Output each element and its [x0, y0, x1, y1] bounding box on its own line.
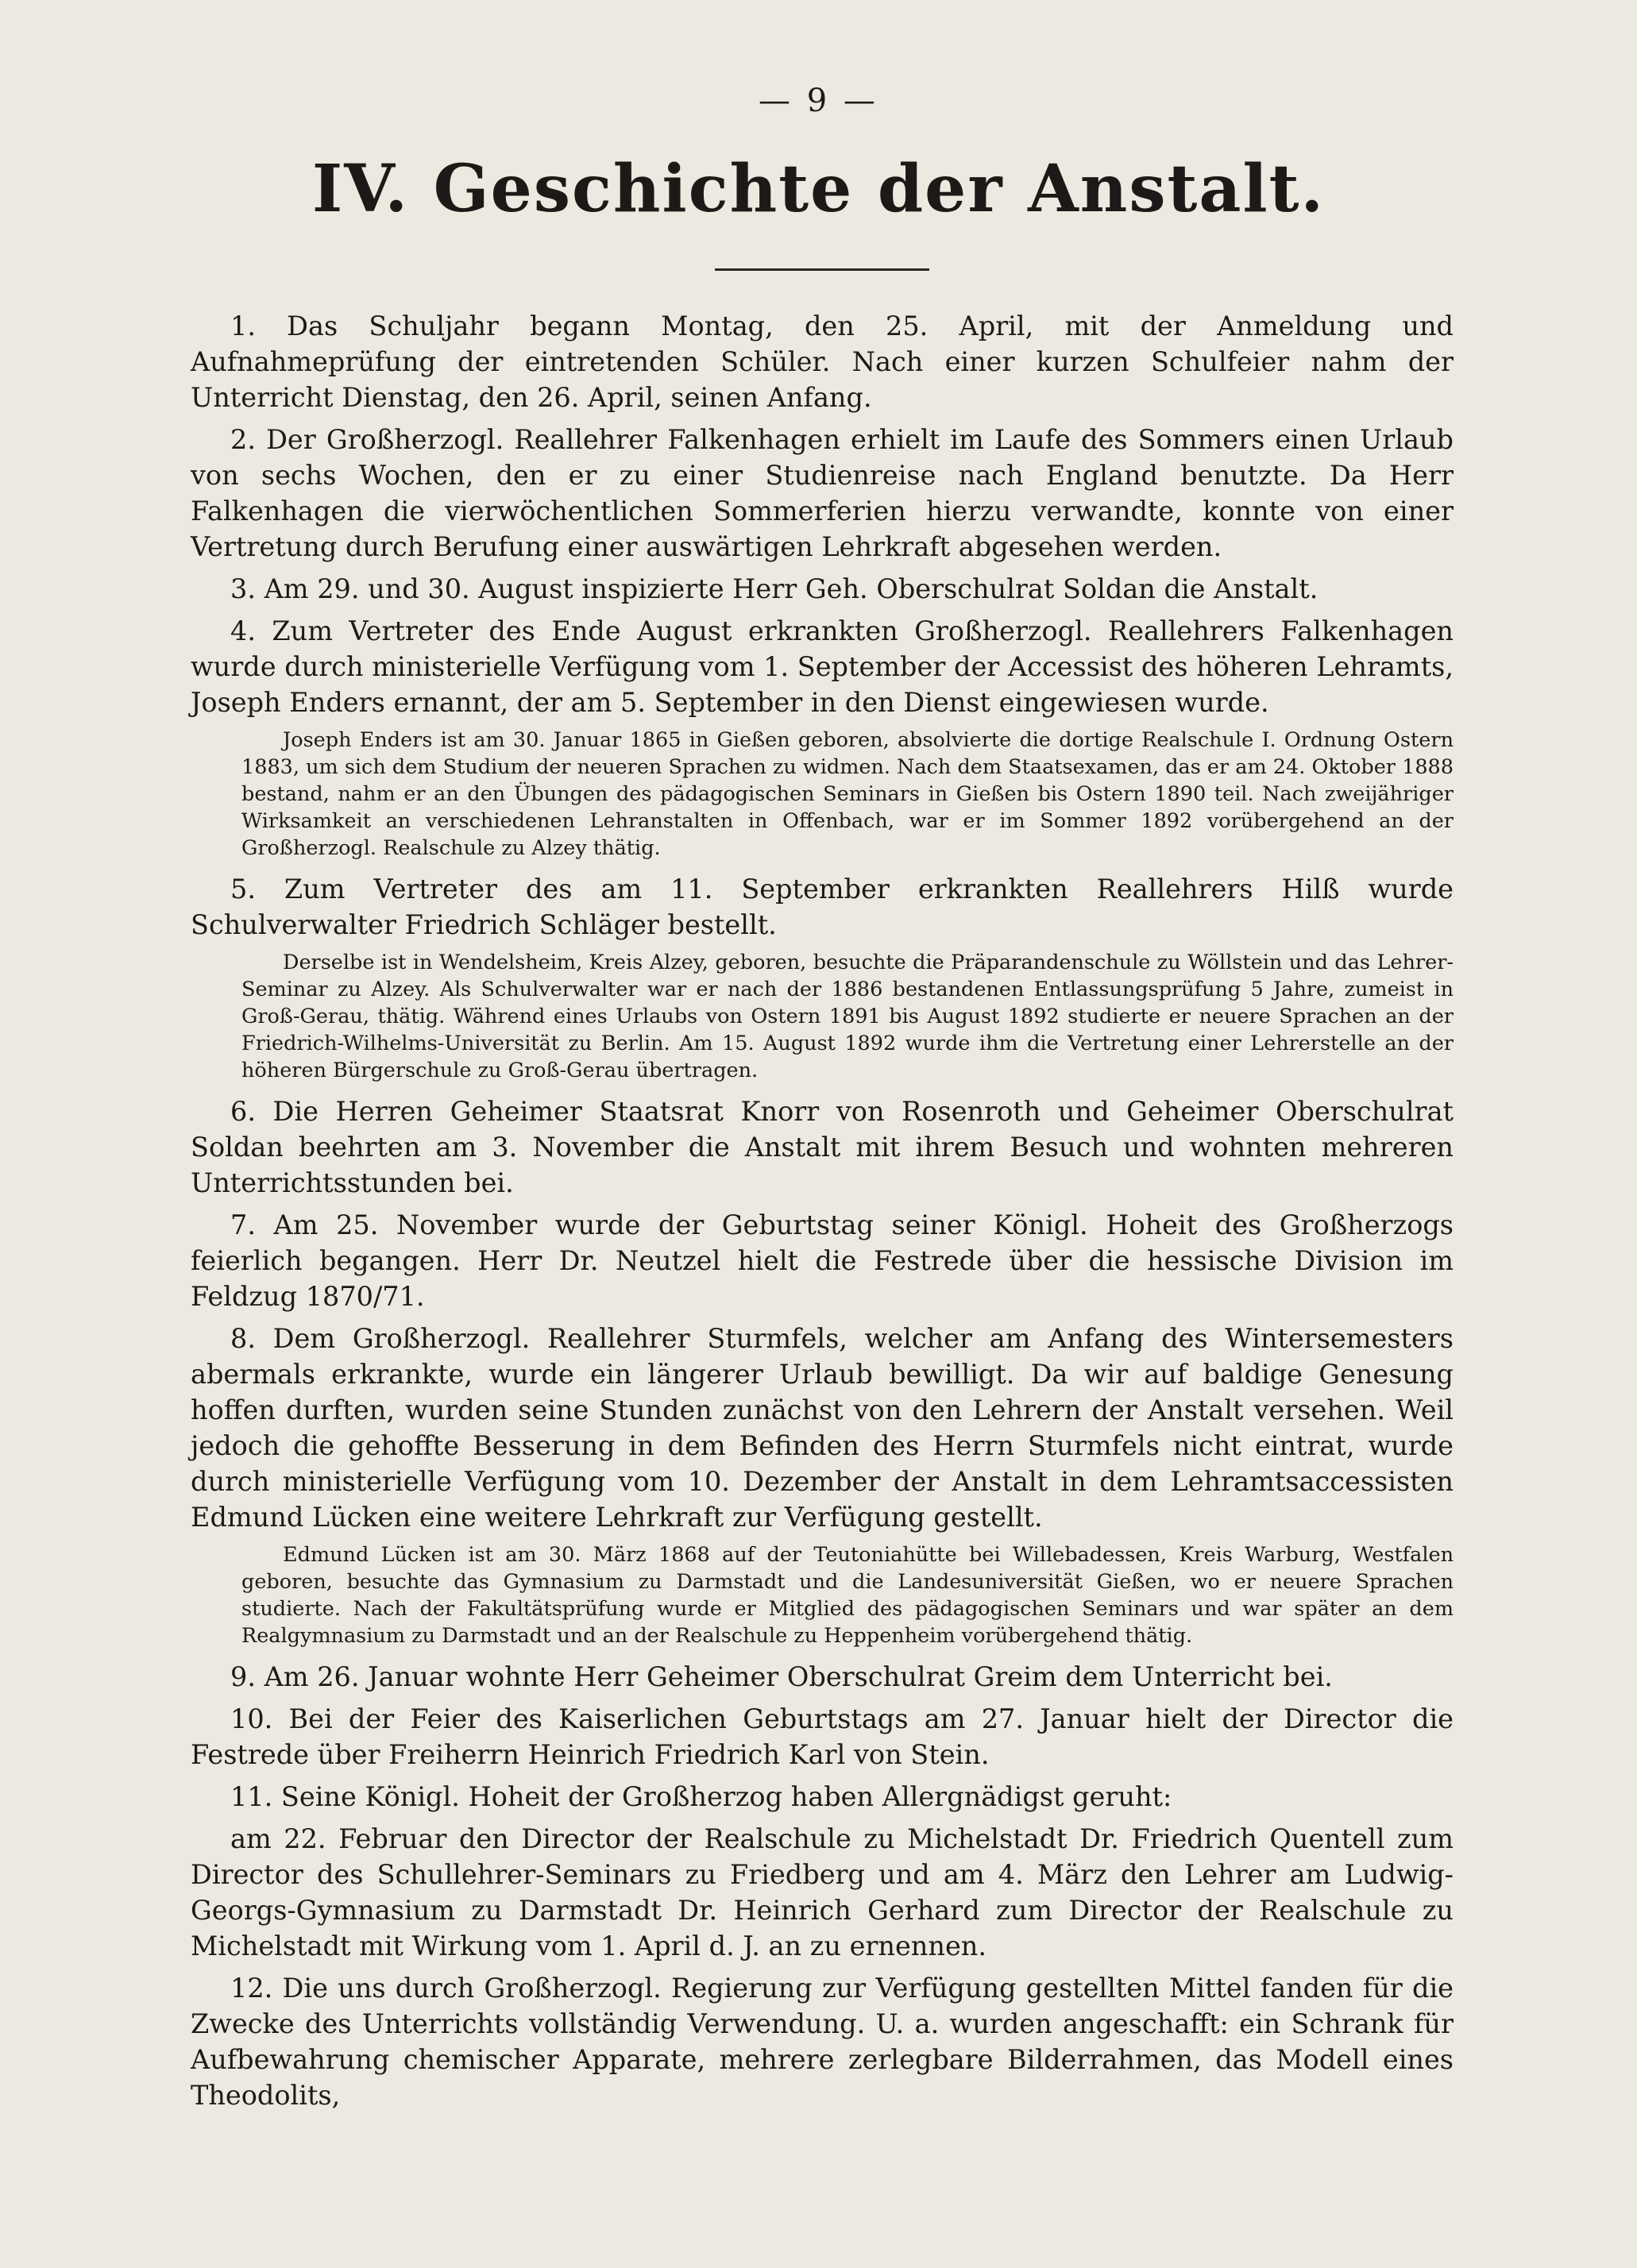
numbered-paragraph: 10. Bei der Feier des Kaiserlichen Geburtstags am 27. Januar hielt der Director die Festrede über Freiherrn Heinrich Friedrich Karl von Stein. — [191, 1703, 1454, 1770]
numbered-paragraph: 3. Am 29. und 30. August inspizierte Herr Geh. Oberschulrat Soldan die Anstalt. — [230, 573, 1318, 604]
numbered-paragraph: am 22. Februar den Director der Realschule zu Michelstadt Dr. Friedrich Quentell zum Director des Schullehrer-Seminars zu Friedberg und am 4. März den Lehrer am Ludwig-Georgs-Gymnasium zu Darmstadt Dr. Heinrich Gerhard zum Director der Realschule zu Michelstadt mit Wirkung vom 1. April d. J. an zu ernennen. — [191, 1823, 1454, 1961]
numbered-paragraph: 5. Zum Vertreter des am 11. September erkrankten Reallehrers Hilß wurde Schulverwalter Friedrich Schläger bestellt. — [191, 874, 1454, 940]
numbered-paragraph: 1. Das Schuljahr begann Montag, den 25. April, mit der Anmeldung und Aufnahmeprüfung der eintretenden Schüler. Nach einer kurzen Schulfeier nahm der Unterricht Dienstag, den 26. April, seinen Anfang. — [191, 310, 1454, 413]
footnote-paragraph: Joseph Enders ist am 30. Januar 1865 in Gießen geboren, absolvierte die dortige Realschule I. Ordnung Ostern 1883, um sich dem Studium der neueren Sprachen zu widmen. Nach dem Staatsexamen, das er am 24. Oktober 1888 bestand, nahm er an den Übungen des pädagogischen Seminars in Gießen bis Ostern 1890 teil. Nach zweijähriger Wirksamkeit an verschiedenen Lehranstalten in Offenbach, war er im Sommer 1892 vorübergehend an der Großherzogl. Realschule zu Alzey thätig. — [241, 728, 1454, 860]
numbered-paragraph: 2. Der Großherzogl. Reallehrer Falkenhagen erhielt im Laufe des Sommers einen Urlaub von sechs Wochen, den er zu einer Studienreise nach England benutzte. Da Herr Falkenhagen die vierwöchentlichen Sommerferien hierzu verwandte, konnte von einer Vertretung durch Berufung einer auswärtigen Lehrkraft abgesehen werden. — [191, 424, 1454, 562]
section-heading: IV. Geschichte der Anstalt. — [311, 151, 1326, 227]
heading-divider — [715, 268, 929, 271]
numbered-paragraph: 6. Die Herren Geheimer Staatsrat Knorr von Rosenroth und Geheimer Oberschulrat Soldan beehrten am 3. November die Anstalt mit ihrem Besuch und wohnten mehreren Unterrichtsstunden bei. — [191, 1096, 1454, 1198]
footnote-paragraph: Derselbe ist in Wendelsheim, Kreis Alzey, geboren, besuchte die Präparandenschule zu Wöllstein und das Lehrer-Seminar zu Alzey. Als Schulverwalter war er nach der 1886 bestandenen Entlassungsprüfung 5 Jahre, zumeist in Groß-Gerau, thätig. Während eines Urlaubs von Ostern 1891 bis August 1892 studierte er neuere Sprachen an der Friedrich-Wilhelms-Universität zu Berlin. Am 15. August 1892 wurde ihm die Vertretung einer Lehrerstelle an der höheren Bürgerschule zu Groß-Gerau übertragen. — [241, 951, 1454, 1082]
numbered-paragraph: 12. Die uns durch Großherzogl. Regierung zur Verfügung gestellten Mittel fanden für die Zwecke des Unterrichts vollständig Verwendung. U. a. wurden angeschafft: ein Schrank für Aufbewahrung chemischer Apparate, mehrere zerlegbare Bilderrahmen, das Modell eines Theodolits, — [191, 1973, 1454, 2111]
footnote-paragraph: Edmund Lücken ist am 30. März 1868 auf der Teutoniahütte bei Willebadessen, Kreis Warburg, Westfalen geboren, besuchte das Gymnasium zu Darmstadt und die Landesuniversität Gießen, wo er neuere Sprachen studierte. Nach der Fakultätsprüfung wurde er Mitglied des pädagogischen Seminars und war später an dem Realgymnasium zu Darmstadt und an der Realschule zu Heppenheim vorübergehend thätig. — [241, 1543, 1454, 1648]
numbered-paragraph: 7. Am 25. November wurde der Geburtstag seiner Königl. Hoheit des Großherzogs feierlich begangen. Herr Dr. Neutzel hielt die Festrede über die hessische Division im Feldzug 1870/71. — [191, 1209, 1454, 1312]
numbered-paragraph: 4. Zum Vertreter des Ende August erkrankten Großherzogl. Reallehrers Falkenhagen wurde durch ministerielle Verfügung vom 1. September der Accessist des höheren Lehramts, Joseph Enders ernannt, der am 5. September in den Dienst eingewiesen wurde. — [191, 615, 1454, 718]
numbered-paragraph: 8. Dem Großherzogl. Reallehrer Sturmfels, welcher am Anfang des Wintersemesters abermals erkrankte, wurde ein längerer Urlaub bewilligt. Da wir auf baldige Genesung hoffen durften, wurden seine Stunden zunächst von den Lehrern der Anstalt versehen. Weil jedoch die gehoffte Besserung in dem Befinden des Herrn Sturmfels nicht eintrat, wurde durch ministerielle Verfügung vom 10. Dezember der Anstalt in dem Lehramtsaccessisten Edmund Lücken eine weitere Lehrkraft zur Verfügung gestellt. — [191, 1323, 1454, 1533]
page-number: — 9 — — [759, 83, 878, 119]
document-body — [191, 308, 1454, 2120]
numbered-paragraph: 9. Am 26. Januar wohnte Herr Geheimer Oberschulrat Greim dem Unterricht bei. — [230, 1661, 1333, 1692]
numbered-paragraph: 11. Seine Königl. Hoheit der Großherzog haben Allergnädigst geruht: — [230, 1781, 1172, 1812]
